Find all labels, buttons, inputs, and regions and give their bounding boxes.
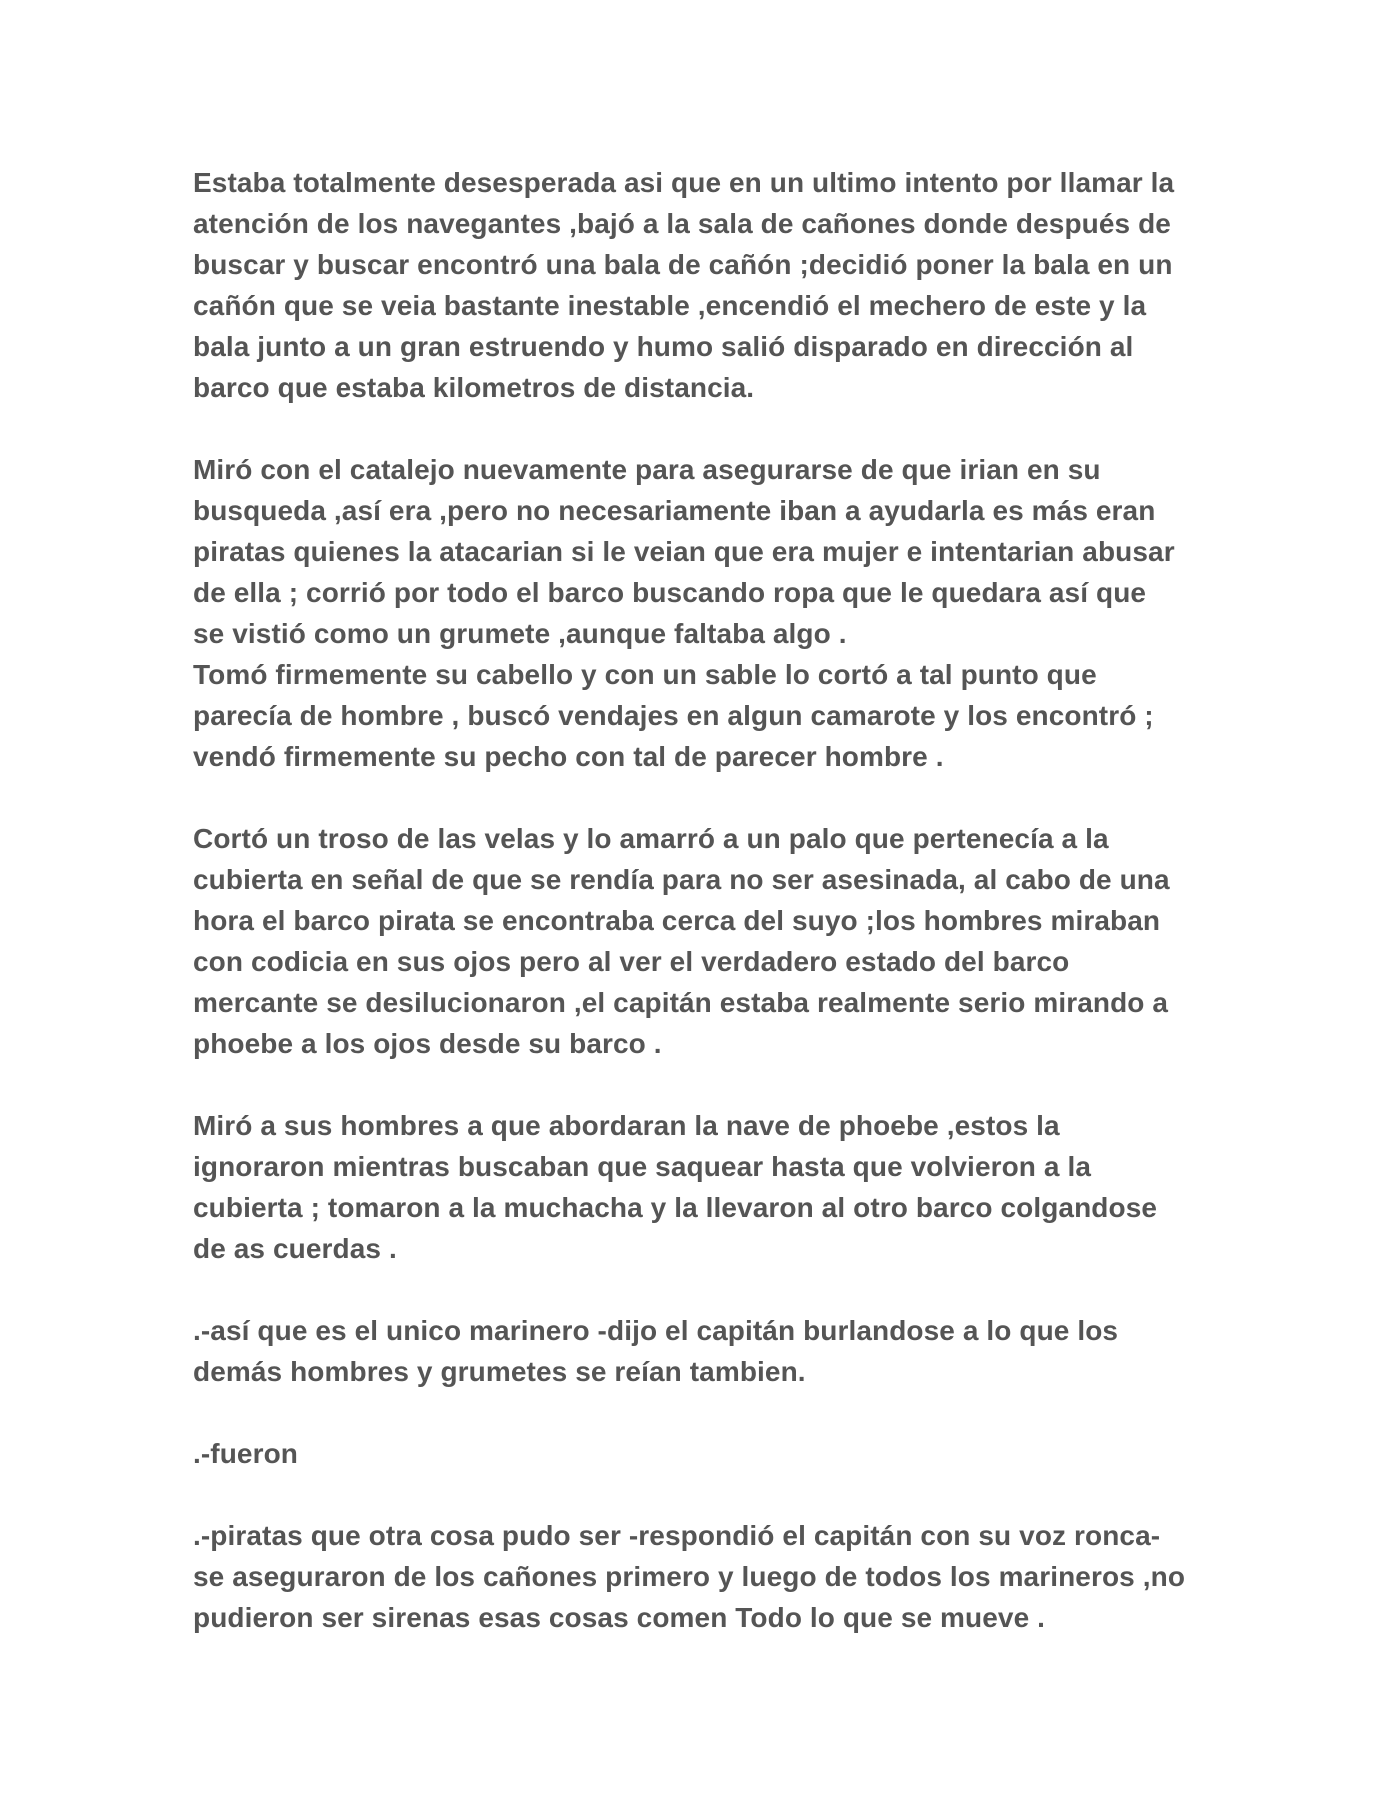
text-line: cubierta ; tomaron a la muchacha y la llevaron al otro barco colgandose (193, 1192, 1158, 1223)
text-line: con codicia en sus ojos pero al ver el verdadero estado del barco (193, 946, 1070, 977)
text-line: Miró con el catalejo nuevamente para asegurarse de que irian en su (193, 454, 1101, 485)
document-body (193, 162, 1213, 1638)
text-line: .-piratas que otra cosa pudo ser -respondió el capitán con su voz ronca- (193, 1520, 1161, 1551)
text-line: barco que estaba kilometros de distancia. (193, 372, 755, 403)
text-line: Miró a sus hombres a que abordaran la nave de phoebe ,estos la (193, 1110, 1060, 1141)
text-line: de ella ; corrió por todo el barco buscando ropa que le quedara así que (193, 577, 1147, 608)
text-line: pudieron ser sirenas esas cosas comen Todo lo que se mueve . (193, 1602, 1046, 1633)
text-line: Estaba totalmente desesperada asi que en un ultimo intento por llamar la (193, 167, 1175, 198)
text-line: .-así que es el unico marinero -dijo el capitán burlandose a lo que los (193, 1315, 1119, 1346)
text-line: se aseguraron de los cañones primero y luego de todos los marineros ,no (193, 1561, 1186, 1592)
text-line: demás hombres y grumetes se reían tambien. (193, 1356, 806, 1387)
text-line: busqueda ,así era ,pero no necesariamente iban a ayudarla es más eran (193, 495, 1156, 526)
text-line: piratas quienes la atacarian si le veian que era mujer e intentarian abusar (193, 536, 1175, 567)
text-line: bala junto a un gran estruendo y humo salió disparado en dirección al (193, 331, 1134, 362)
paragraph (193, 162, 1213, 408)
text-line: parecía de hombre , buscó vendajes en algun camarote y los encontró ; (193, 700, 1154, 731)
text-line: cañón que se veia bastante inestable ,encendió el mechero de este y la (193, 290, 1147, 321)
paragraph (193, 449, 1213, 654)
paragraph (193, 1105, 1213, 1269)
text-line: hora el barco pirata se encontraba cerca del suyo ;los hombres miraban (193, 905, 1161, 936)
text-line: ignoraron mientras buscaban que saquear hasta que volvieron a la (193, 1151, 1091, 1182)
paragraph (193, 654, 1213, 777)
text-line: cubierta en señal de que se rendía para no ser asesinada, al cabo de una (193, 864, 1170, 895)
text-line: mercante se desilucionaron ,el capitán estaba realmente serio mirando a (193, 987, 1169, 1018)
paragraph (193, 1515, 1213, 1638)
paragraph (193, 818, 1213, 1064)
text-line: phoebe a los ojos desde su barco . (193, 1028, 662, 1059)
text-line: Tomó firmemente su cabello y con un sable lo cortó a tal punto que (193, 659, 1097, 690)
text-line: de as cuerdas . (193, 1233, 397, 1264)
paragraph (193, 1433, 1213, 1474)
text-line: atención de los navegantes ,bajó a la sala de cañones donde después de (193, 208, 1171, 239)
paragraph (193, 1310, 1213, 1392)
text-line: se vistió como un grumete ,aunque faltaba algo . (193, 618, 847, 649)
text-line: vendó firmemente su pecho con tal de parecer hombre . (193, 741, 944, 772)
text-line: buscar y buscar encontró una bala de cañón ;decidió poner la bala en un (193, 249, 1173, 280)
text-line: Cortó un troso de las velas y lo amarró a un palo que pertenecía a la (193, 823, 1109, 854)
text-line: .-fueron (193, 1438, 299, 1469)
